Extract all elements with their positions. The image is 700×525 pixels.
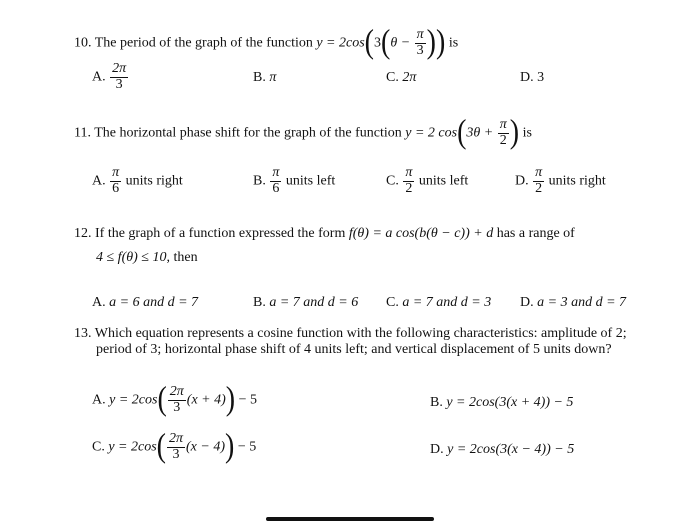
- q13-option-b[interactable]: B. y = 2cos(3(x + 4)) − 5: [430, 395, 574, 410]
- q11-fraction: $\frac{\pi}{2}$: [499, 117, 507, 148]
- q11-option-b[interactable]: B. $\frac{\pi}{6}$ units left: [253, 165, 336, 196]
- question-10-stem: 10. The period of the graph of the function y = 2cos(3(θ − $\frac{\pi}{3}$ )) is: [74, 23, 459, 62]
- question-13-stem: 13. Which equation represents a cosine function with the following characteristics: amplitude of 2;: [74, 326, 627, 341]
- q10-option-c[interactable]: C. 2π: [386, 70, 417, 85]
- q12-option-b[interactable]: B. a = 7 and d = 6: [253, 295, 359, 310]
- q12-option-a[interactable]: A. a = 6 and d = 7: [92, 295, 199, 310]
- q13-option-a[interactable]: A. y = 2cos( $\frac{2\pi}{3}$ (x + 4)) − 5: [92, 380, 258, 419]
- q11-option-d[interactable]: D. $\frac{\pi}{2}$ units right: [515, 165, 606, 196]
- q10-option-a[interactable]: A. $\frac{2\pi}{3}$: [92, 61, 127, 92]
- q10-option-d[interactable]: D. 3: [520, 70, 545, 85]
- question-11-stem: 11. The horizontal phase shift for the graph of the function y = 2 cos(3θ + $\frac{\pi}{2}$ ) is: [74, 113, 532, 152]
- q11-option-a[interactable]: A. $\frac{\pi}{6}$ units right: [92, 165, 183, 196]
- question-12-stem: 12. If the graph of a function expressed the form f(θ) = a cos(b(θ − c)) + d has a range of: [74, 226, 575, 241]
- q10-fraction: $\frac{\pi}{3}$: [416, 27, 424, 58]
- home-indicator-bar[interactable]: [266, 517, 434, 521]
- q12-option-c[interactable]: C. a = 7 and d = 3: [386, 295, 492, 310]
- q13-option-d[interactable]: D. y = 2cos(3(x − 4)) − 5: [430, 442, 575, 457]
- q11-option-c[interactable]: C. $\frac{\pi}{2}$ units left: [386, 165, 469, 196]
- question-12-range: 4 ≤ f(θ) ≤ 10, then: [96, 250, 198, 265]
- q12-option-d[interactable]: D. a = 3 and d = 7: [520, 295, 627, 310]
- q10-option-b[interactable]: B. π: [253, 70, 277, 85]
- q13-option-c[interactable]: C. y = 2cos( $\frac{2\pi}{3}$ (x − 4)) − 5: [92, 427, 257, 466]
- question-13-stem-line2: period of 3; horizontal phase shift of 4 units left; and vertical displacement of 5 units down?: [96, 342, 612, 357]
